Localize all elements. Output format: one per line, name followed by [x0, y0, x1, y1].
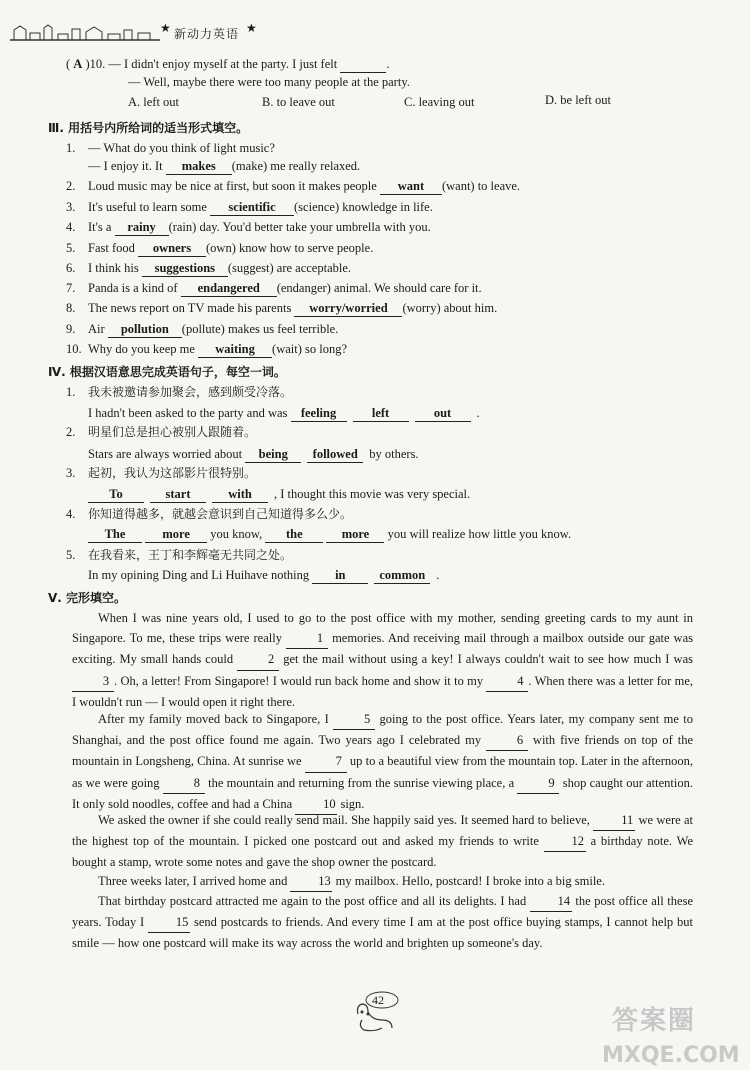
- section-3-item: [66, 260, 351, 277]
- section-3-item: [66, 240, 373, 257]
- paragraph-text: After my family moved back to Singapore, I: [98, 712, 334, 726]
- paragraph-text: up to a beautiful view from the mountain top. Later in the afternoon, as we were going: [72, 754, 693, 790]
- answer-blank: makes: [166, 158, 232, 175]
- cloze-paragraph-5: [72, 891, 693, 954]
- header-star-icon: ★: [160, 21, 171, 35]
- item-text: you know,: [210, 527, 263, 541]
- section-3-item: [66, 321, 338, 338]
- q10-line2: — Well, maybe there were too many people at the party.: [128, 75, 410, 89]
- cloze-blank: 5: [333, 709, 375, 730]
- item-number: 2.: [66, 179, 76, 193]
- section-3-item: [66, 341, 347, 358]
- section-3-item: [66, 178, 520, 195]
- paragraph-text: going to the post office. Years later, my company sent me to Shanghai, and the post office found me again. Two years ago I celebrated my: [72, 712, 693, 748]
- answer-blank: more: [145, 526, 207, 543]
- cloze-blank: 2: [237, 649, 279, 670]
- section-4-chinese-prompt: [66, 506, 352, 522]
- watermark-url: MXQE.COM: [602, 1043, 740, 1068]
- answer-blank: To: [88, 486, 144, 503]
- paragraph-text: the mountain and returning from the sunrise viewing place, a: [204, 775, 518, 790]
- item-text: (rain) day. You'd better take your umbrella with you.: [168, 220, 431, 234]
- cloze-blank: 14: [530, 891, 572, 912]
- item-number: 5.: [66, 548, 76, 562]
- section-3-item: [66, 219, 431, 236]
- item-text: Why do you keep me: [88, 342, 199, 356]
- item-text: .: [436, 568, 440, 582]
- cloze-blank: 6: [486, 730, 528, 751]
- answer-blank: common: [374, 567, 430, 584]
- section-4-english-answer: [88, 486, 470, 503]
- paragraph-text: with five friends on top of the mountain in Longsheng, China. At sunrise we: [72, 733, 693, 769]
- section-4-chinese-prompt: [66, 424, 256, 440]
- paragraph-text: memories. And receiving mail through a mailbox outside our gate was exciting. My small hands could: [72, 631, 694, 667]
- item-text: — I enjoy it. It: [88, 159, 166, 173]
- item-text: (science) knowledge in life.: [294, 200, 433, 214]
- cloze-blank: 12: [544, 831, 586, 852]
- chinese-sentence: 明星们总是担心被别人跟随着。: [88, 425, 257, 439]
- item-text: (own) know how to serve people.: [206, 241, 374, 255]
- cloze-blank: 1: [286, 628, 328, 649]
- item-text: (wait) so long?: [272, 342, 348, 356]
- section-4-chinese-prompt: [66, 465, 256, 481]
- answer-blank: being: [245, 446, 301, 463]
- item-number: 1.: [66, 385, 76, 399]
- skyline-decoration-icon: [10, 24, 160, 42]
- paragraph-text: sign.: [337, 796, 365, 811]
- section-3-item: [66, 300, 497, 317]
- answer-blank: owners: [138, 240, 206, 257]
- item-number: 7.: [66, 281, 76, 295]
- item-text: by others.: [369, 447, 419, 461]
- q10-answer: A: [73, 57, 83, 71]
- item-number: 4.: [66, 220, 76, 234]
- item-text: you will realize how little you know.: [387, 527, 572, 541]
- item-text: (pollute) makes us feel terrible.: [181, 322, 339, 336]
- item-text: In my opining Ding and Li Huihave nothing: [88, 568, 313, 582]
- chinese-sentence: 我未被邀请参加聚会，感到颇受冷落。: [88, 385, 293, 399]
- section-3-item: [66, 199, 433, 216]
- cloze-blank: 8: [163, 773, 205, 794]
- cloze-blank: 4: [486, 671, 528, 692]
- item-text: Air: [88, 322, 108, 336]
- item-text: (want) to leave.: [441, 179, 521, 193]
- item-text: — What do you think of light music?: [88, 141, 275, 155]
- answer-blank: out: [415, 405, 471, 422]
- paragraph-text: We asked the owner if she could really send mail. She happily said yes. It seemed hard to believe,: [98, 813, 594, 827]
- paragraph-text: When I was nine years old, I used to go to the post office with my mother, sending greeting cards to my aunt in Singapore. To me, these trips were really: [72, 611, 693, 646]
- q10-option-a: A. left out: [128, 95, 180, 109]
- section-4-heading: Ⅳ. 根据汉语意思完成英语句子，每空一词。: [48, 365, 286, 379]
- cloze-paragraph-3: [72, 810, 693, 873]
- watermark-logo: 答案圈: [612, 1006, 697, 1036]
- answer-blank: start: [150, 486, 206, 503]
- q10-option-c: C. leaving out: [404, 95, 475, 109]
- answer-blank: endangered: [181, 280, 277, 297]
- cloze-blank: 13: [290, 871, 332, 892]
- paragraph-text: the post office all these years. Today I: [72, 894, 693, 930]
- cloze-blank: 10: [295, 794, 337, 815]
- item-text: Fast food: [88, 241, 138, 255]
- section-3-item: [66, 140, 275, 156]
- section-3-heading: Ⅲ. 用括号内所给词的适当形式填空。: [48, 121, 249, 135]
- cloze-paragraph-1: [72, 608, 693, 712]
- section-3-item: [66, 158, 360, 175]
- cloze-blank: 9: [517, 773, 559, 794]
- item-number: 10.: [66, 342, 82, 356]
- answer-blank: suggestions: [142, 260, 228, 277]
- section-4-english-answer: [88, 405, 480, 422]
- item-number: 6.: [66, 261, 76, 275]
- section-3-item: [66, 280, 482, 297]
- header-star-icon: ★: [246, 21, 257, 35]
- section-5-heading: Ⅴ. 完形填空。: [48, 591, 127, 605]
- q10-line1: ( A )10. — I didn't enjoy myself at the party. I just felt .: [66, 57, 390, 71]
- answer-blank: want: [380, 178, 442, 195]
- page-number-badge: [352, 990, 408, 1039]
- item-text: Loud music may be nice at first, but soon it makes people: [88, 179, 380, 193]
- item-text: It's a: [88, 220, 115, 234]
- item-number: 4.: [66, 507, 76, 521]
- item-text: I hadn't been asked to the party and was: [88, 406, 291, 420]
- item-number: 8.: [66, 301, 76, 315]
- q10-option-d: D. be left out: [545, 93, 611, 107]
- item-number: 5.: [66, 241, 76, 255]
- cloze-paragraph-4: [72, 871, 693, 892]
- item-text: (worry) about him.: [402, 301, 498, 315]
- q10-blank: [340, 56, 386, 73]
- cloze-blank: 7: [305, 751, 347, 772]
- book-title: 新动力英语: [174, 27, 240, 41]
- answer-blank: the: [265, 526, 323, 543]
- section-4-english-answer: [88, 526, 571, 543]
- item-number: 1.: [66, 141, 76, 155]
- answer-blank: left: [353, 405, 409, 422]
- item-number: 2.: [66, 425, 76, 439]
- item-text: (make) me really relaxed.: [231, 159, 361, 173]
- answer-blank: with: [212, 486, 268, 503]
- answer-blank: followed: [307, 446, 363, 463]
- item-text: Stars are always worried about: [88, 447, 246, 461]
- page-number: 42: [372, 993, 384, 1007]
- item-text: , I thought this movie was very special.: [274, 487, 471, 501]
- answer-blank: more: [326, 526, 384, 543]
- item-text: Panda is a kind of: [88, 281, 181, 295]
- paragraph-text: Three weeks later, I arrived home and: [98, 874, 291, 888]
- answer-blank: in: [312, 567, 368, 584]
- paragraph-text: a birthday note. We bought a stamp, wrote some notes and gave the shop owner the postcard.: [72, 834, 693, 870]
- item-text: .: [476, 406, 480, 420]
- cloze-blank: 15: [148, 912, 190, 933]
- item-number: 3.: [66, 466, 76, 480]
- section-4-chinese-prompt: [66, 547, 292, 563]
- answer-blank: The: [88, 526, 142, 543]
- answer-blank: feeling: [291, 405, 347, 422]
- paragraph-text: get the mail without using a key! I always couldn't wait to see how much I was: [279, 652, 693, 667]
- item-number: 9.: [66, 322, 76, 336]
- paragraph-text: . When there was a letter for me, I wouldn't run — I would open it right there.: [72, 673, 693, 709]
- cloze-blank: 11: [593, 810, 635, 831]
- paragraph-text: shop caught our attention. It only sold noodles, coffee and had a China: [72, 775, 693, 811]
- cloze-blank: 3: [72, 671, 114, 692]
- cloze-paragraph-2: [72, 709, 693, 815]
- paragraph-text: my mailbox. Hello, postcard! I broke into a big smile.: [332, 874, 605, 888]
- item-text: The news report on TV made his parents: [88, 301, 295, 315]
- paragraph-text: we were at the highest top of the mountain. I picked one postcard out and asked my friends to write: [72, 813, 693, 849]
- section-4-chinese-prompt: [66, 384, 292, 400]
- item-text: (suggest) are acceptable.: [227, 261, 352, 275]
- answer-blank: worry/worried: [294, 300, 402, 317]
- answer-blank: waiting: [198, 341, 272, 358]
- section-4-english-answer: [88, 446, 419, 463]
- item-number: 3.: [66, 200, 76, 214]
- page-header: [10, 22, 310, 44]
- watermark: [602, 1000, 740, 1068]
- item-text: It's useful to learn some: [88, 200, 211, 214]
- paragraph-text: That birthday postcard attracted me again to the post office and all its delights. I had: [98, 894, 530, 908]
- item-text: (endanger) animal. We should care for it.: [276, 281, 482, 295]
- paragraph-text: send postcards to friends. And every time I am at the post office buying stamps, I cannot help but smile — how one postcard will make its way across the world and brighten up someone's day.: [72, 915, 693, 951]
- chinese-sentence: 在我看来，王丁和李辉毫无共同之处。: [88, 548, 293, 562]
- answer-blank: pollution: [108, 321, 182, 338]
- paragraph-text: . Oh, a letter! From Singapore! I would run back home and show it to my: [114, 673, 487, 688]
- section-4-english-answer: [88, 567, 439, 584]
- chinese-sentence: 起初，我认为这部影片很特别。: [88, 466, 257, 480]
- answer-blank: rainy: [115, 219, 169, 236]
- chinese-sentence: 你知道得越多，就越会意识到自己知道得多么少。: [88, 507, 353, 521]
- q10-option-b: B. to leave out: [262, 95, 335, 109]
- item-text: I think his: [88, 261, 142, 275]
- answer-blank: scientific: [210, 199, 294, 216]
